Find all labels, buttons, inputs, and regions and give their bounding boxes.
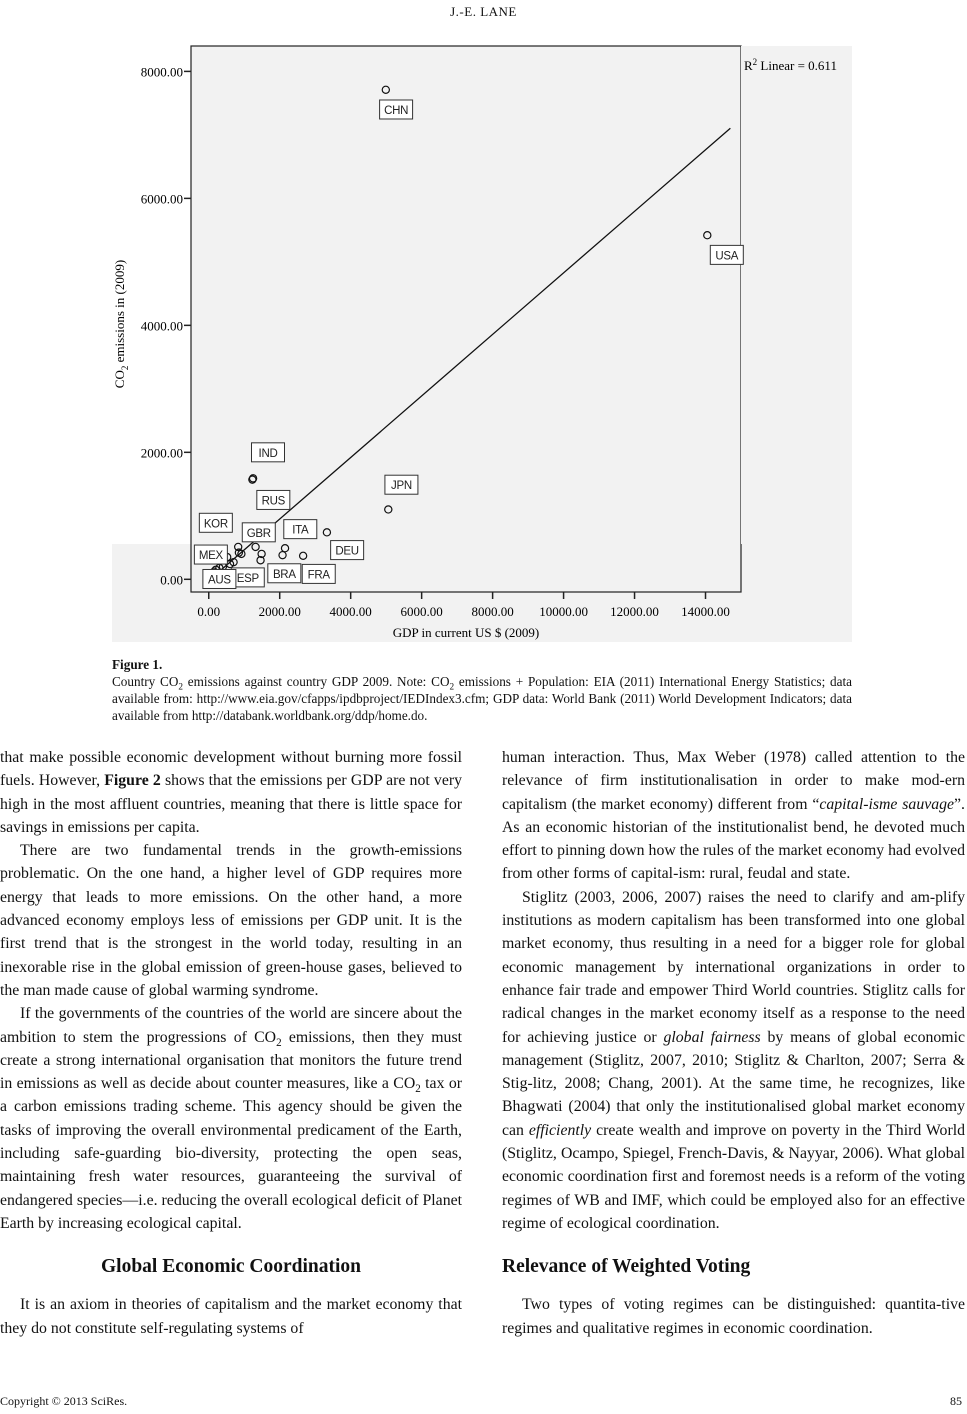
x-tick-label: 14000.00 bbox=[681, 604, 730, 619]
plot-area bbox=[191, 46, 741, 592]
country-label-esp: ESP bbox=[236, 572, 259, 585]
chart-right-band bbox=[741, 46, 852, 544]
copyright: Copyright © 2013 SciRes. bbox=[0, 1394, 128, 1408]
x-tick-label: 8000.00 bbox=[471, 604, 514, 619]
country-label-mex: MEX bbox=[198, 550, 223, 563]
paragraph: human interaction. Thus, Max Weber (1978) called attention to the relevance of firm institutionalisation in order to make mod-ern capitalism (the market economy) different from “capital-isme sauvage”. As an economic historian of the institutionalist bend, he devoted much effort to pinning down how the rules of the market economy had evolved from other forms of capital-ism: rural, feudal and state. bbox=[502, 749, 966, 883]
paragraph: It is an axiom in theories of capitalism and the market economy that they do not constitute self-regulating systems of bbox=[0, 1296, 462, 1337]
paragraph: that make possible economic development without burning more fossil fuels. However, Figure 2 shows that the emissions per GDP are not very high in the most affluent countries, meaning that there is little space for savings in emissions per capita. bbox=[0, 749, 462, 836]
y-tick-label: 6000.00 bbox=[140, 191, 183, 207]
country-label-bra: BRA bbox=[272, 568, 296, 581]
country-label-jpn: JPN bbox=[391, 480, 412, 493]
scatter-chart bbox=[0, 0, 967, 650]
x-tick-label: 6000.00 bbox=[400, 604, 443, 619]
country-label-gbr: GBR bbox=[246, 527, 271, 540]
figure-caption: Figure 1. Country $CO_2$ emissions against country GDP 2009. Note: $CO_2$ emissions + Population: EIA (2011) International Energy Statistics; data available from: http://www.eia.gov/cfapps/ipdbproject/IEDIndex3.cfm; GDP data: World Bank (2011) World Development Indicators; data available from http://databank.worldbank.org/ddp/home.do. bbox=[112, 657, 852, 723]
paragraph: Two types of voting regimes can be distinguished: quantita-tive regimes and qualitative regimes in economic coordination. bbox=[502, 1296, 965, 1337]
y-tick-label: 4000.00 bbox=[140, 318, 183, 334]
y-tick-label: 0.00 bbox=[160, 572, 183, 588]
section-heading: Global Economic Coordination bbox=[100, 1256, 362, 1278]
y-axis bbox=[141, 64, 191, 587]
right-column bbox=[502, 746, 965, 1340]
page-number: 85 bbox=[950, 1394, 962, 1408]
x-tick-label: 2000.00 bbox=[258, 604, 301, 619]
country-label-rus: RUS bbox=[261, 495, 286, 508]
x-tick-label: 0.00 bbox=[197, 604, 221, 619]
figure-label: Figure 1. bbox=[112, 657, 163, 672]
x-tick-label: 4000.00 bbox=[329, 604, 372, 619]
paragraph: Stiglitz (2003, 2006, 2007) raises the need to clarify and am-plify institutions as modern capitalism has been transformed into one global market economy, thus resulting in a need for a bigger role for global economic management by international organizations in order to enhance fair trade and empower Third World countries. Stiglitz calls for radical changes in the market economy itself as a response to the need for achieving justice or global fairness by means of global economic management (Stiglitz, 2007, 2010; Stiglitz & Charlton, 2007; Serra & Stig-litz, 2008; Chang, 2001). At the same time, he recognizes, like Bhagwati (2004) that only the institutionalised global market economy can efficiently create wealth and improve on poverty in the Third World (Stiglitz, Ocampo, Spiegel, French-Davis, & Nayyar, 2006). What global economic coordination first and foremost needs is a reform of the voting regimes of WB and IMF, which could be employed also for an effective regime of ecological coordination. bbox=[502, 888, 965, 1232]
country-label-deu: DEU bbox=[335, 545, 359, 558]
left-column bbox=[0, 746, 462, 1340]
y-tick-label: 8000.00 bbox=[140, 64, 183, 80]
y-tick-label: 2000.00 bbox=[140, 445, 183, 461]
country-label-usa: USA bbox=[715, 250, 739, 263]
paragraph: If the governments of the countries of the world are sincere about the ambition to stem the progressions of $CO_2$ emissions, then they must create a strong international organisation that monitors the future trend in emissions as well as decide about counter measures, like a $CO_2$ tax or a carbon emissions trading scheme. This agency should be given the tasks of improving the overall environmental predicament of the Earth, including safe-guarding bio-diversity, protecting the open seas, maintaining fresh water resources, guaranteeing the survival of endangered species—i.e. reducing the overall ecological deficit of Planet Earth by increasing ecological capital. bbox=[0, 1005, 462, 1232]
running-head: J.-E. LANE bbox=[450, 4, 517, 19]
country-label-ita: ITA bbox=[292, 524, 309, 537]
y-axis-title: $CO_2$ emissions in (2009) bbox=[112, 259, 130, 389]
country-label-fra: FRA bbox=[307, 569, 330, 582]
section-heading: Relevance of Weighted Voting bbox=[502, 1256, 751, 1278]
country-label-ind: IND bbox=[258, 447, 278, 460]
country-label-kor: KOR bbox=[203, 518, 228, 531]
x-tick-label: 12000.00 bbox=[610, 604, 659, 619]
paragraph: There are two fundamental trends in the growth-emissions problematic. On the one hand, a higher level of GDP requires more energy that leads to more emissions. On the other hand, a more advanced economy employs less of emissions per GDP unit. It is the first trend that is the strongest in the world today, resulting in an inexorable rise in the global emission of green-house gases, believed to the man made cause of global warming syndrome. bbox=[0, 842, 462, 999]
r2-label: $R^2$ Linear = 0.611 bbox=[744, 57, 837, 73]
x-tick-label: 10000.00 bbox=[539, 604, 588, 619]
country-label-chn: CHN bbox=[384, 104, 409, 117]
x-axis-title: GDP in current US $ (2009) bbox=[392, 625, 540, 640]
country-label-aus: AUS bbox=[208, 574, 231, 587]
